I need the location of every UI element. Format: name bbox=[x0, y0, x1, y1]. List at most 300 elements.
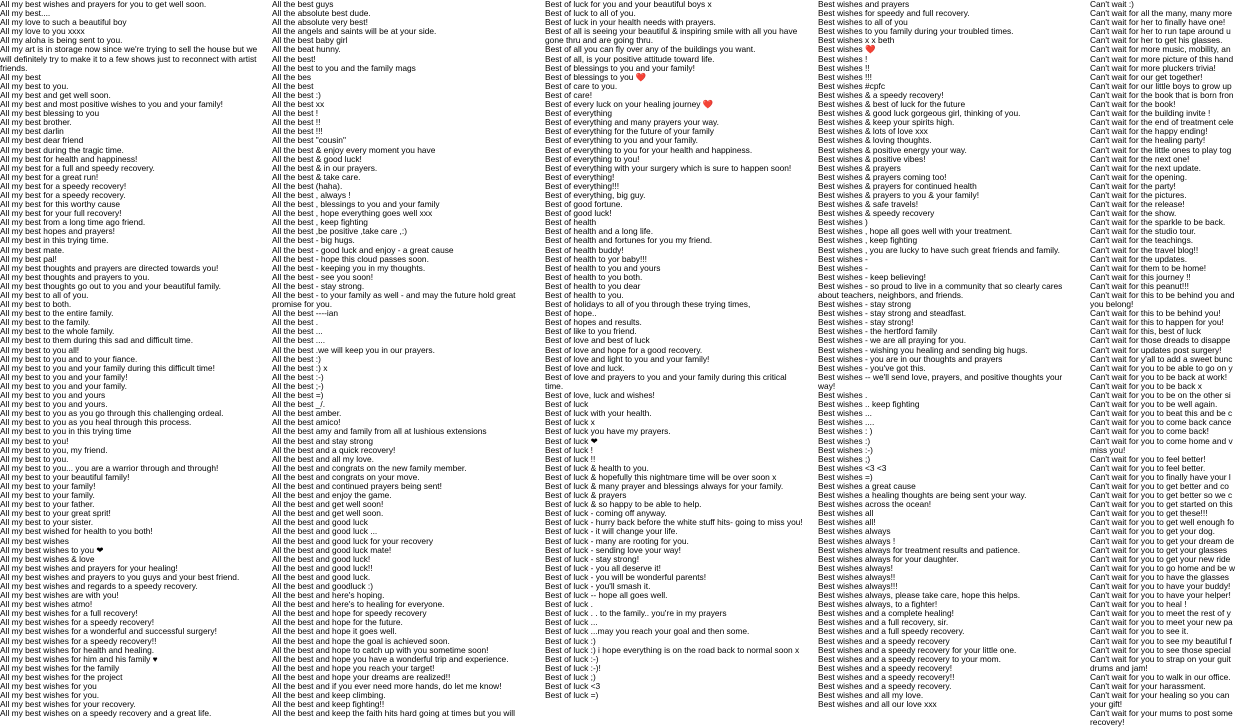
text-line: Best of luck with your health. bbox=[545, 408, 652, 419]
text-line: All the best , keep fighting bbox=[272, 217, 368, 228]
text-line: Best of health to you both. bbox=[545, 271, 643, 282]
text-line: Best of all is seeing your beautiful & inspiring smile with all you have gone thru and are going thru. bbox=[545, 26, 798, 46]
text-line: Best of luck for you and your beautiful boys x bbox=[545, 0, 712, 9]
text-line: Best of health to you and yours bbox=[545, 262, 661, 273]
text-line: Best of blessings to you and your family! bbox=[545, 62, 695, 73]
text-line: All the best and hope your dreams are realized!! bbox=[272, 671, 451, 682]
text-line: All the best and good luck mate! bbox=[272, 544, 392, 555]
text-line: Best wishes and a speedy recovery to your mom. bbox=[818, 653, 1001, 664]
text-column-4 bbox=[818, 0, 1080, 710]
text-line: All the best , blessings to you and your family bbox=[272, 199, 440, 210]
text-line: All my best to you all! bbox=[0, 344, 80, 355]
text-line: All the best and hope you have a wonderful trip and experience. bbox=[272, 653, 509, 664]
text-line: Can't wait for you to come back! bbox=[1090, 426, 1209, 437]
text-line: Best of luck bbox=[545, 399, 589, 410]
text-line: Best of holidays to all of you through these trying times, bbox=[545, 299, 751, 310]
text-line: Best wishes and all our love xxx bbox=[818, 699, 937, 710]
text-line: Can't wait for you to have your buddy! bbox=[1090, 581, 1231, 591]
text-line: Best wishes always for treatment results and patience. bbox=[818, 544, 1021, 555]
text-line: All the best - good luck and enjoy - a great cause bbox=[272, 244, 454, 255]
text-line: All my best during the tragic time. bbox=[0, 144, 124, 155]
text-line: Best wishes & a speedy recovery! bbox=[818, 89, 944, 100]
text-line: you belong! bbox=[1090, 299, 1134, 310]
text-line: All my best wishes for a speedy recovery! bbox=[0, 617, 155, 628]
text-line: All the best - to your family as well - and may the future hold great promise for you. bbox=[272, 290, 516, 310]
text-line: Best wishes and a speedy recovery!! bbox=[818, 671, 955, 682]
text-line: All my love to such a beautiful boy bbox=[0, 17, 127, 28]
text-line: All my best wishes are with you! bbox=[0, 590, 119, 601]
text-line: Can't wait for your healing so you can bbox=[1090, 690, 1230, 701]
text-line: Can't wait for you to see my beautiful f bbox=[1090, 635, 1232, 646]
text-line: Can't wait for you to go home and be w bbox=[1090, 562, 1235, 573]
text-line: Can't wait for the book that is born fron bbox=[1090, 89, 1234, 100]
text-line: Can't wait for you to see those special bbox=[1090, 644, 1231, 655]
text-column-5 bbox=[1090, 0, 1239, 728]
text-line: Can't wait for this to be behind you! bbox=[1090, 308, 1221, 319]
text-line: All the best ! bbox=[272, 108, 319, 119]
text-line: Can't wait for the opening. bbox=[1090, 171, 1188, 182]
text-line: Can't wait for the building invite ! bbox=[1090, 108, 1211, 119]
text-line: Can't wait for all the many, many more bbox=[1090, 8, 1233, 19]
text-line: Best wishes & best of luck for the future bbox=[818, 99, 966, 110]
text-line: All the best - big hugs. bbox=[272, 235, 355, 246]
text-line: Can't wait for you to feel better. bbox=[1090, 462, 1206, 473]
text-line: Can't wait for you to beat this and be c bbox=[1090, 408, 1233, 419]
text-line: Can't wait for the updates. bbox=[1090, 253, 1188, 264]
text-line: All my best wishes to you ❤ bbox=[0, 544, 104, 555]
text-line: All my best to you and your family. bbox=[0, 380, 127, 391]
text-line: Best of luck in your health needs with prayers. bbox=[545, 17, 716, 28]
text-line: Can't wait :) bbox=[1090, 0, 1134, 9]
text-line: Can't wait for more pluckers trivia! bbox=[1090, 62, 1216, 73]
text-line: Best wishes - the hertford family bbox=[818, 326, 938, 337]
text-line: All my best wishes for you bbox=[0, 681, 97, 692]
text-line: Can't wait for our get together! bbox=[1090, 71, 1203, 82]
text-line: Best of everything, big guy. bbox=[545, 189, 646, 200]
text-line: Can't wait for the party! bbox=[1090, 180, 1176, 191]
text-line: Can't wait for you to have the glasses bbox=[1090, 571, 1229, 582]
text-line: Best wishes & prayers bbox=[818, 162, 901, 173]
text-line: All the best !!! bbox=[272, 126, 323, 137]
text-line: Best wishes across the ocean! bbox=[818, 499, 932, 510]
text-line: Best of luck & health to you. bbox=[545, 462, 649, 473]
text-line: All my best blessing to you bbox=[0, 108, 100, 119]
text-line: All the best and congrats on your move. bbox=[272, 471, 420, 482]
text-line: Best wishes & positive energy your way. bbox=[818, 144, 967, 155]
text-line: All the best and get well soon. bbox=[272, 508, 384, 519]
text-line: Best wishes - bbox=[818, 262, 868, 273]
text-line: Best of all, is your positive attitude toward life. bbox=[545, 53, 715, 64]
text-line: Can't wait for you to meet the rest of y bbox=[1090, 608, 1231, 619]
text-line: Best of every luck on your healing journey ❤️ bbox=[545, 99, 714, 110]
text-line: Best of love and prayers to you and your family during this critical time. bbox=[545, 371, 787, 391]
text-line: All the best "cousin" bbox=[272, 135, 346, 146]
text-line: All the best !! bbox=[272, 117, 321, 128]
text-line: Can't wait for the studio tour. bbox=[1090, 226, 1196, 237]
text-line: All the best (haha). bbox=[272, 180, 343, 191]
text-line: Best of everything! bbox=[545, 171, 615, 182]
text-line: Best wishes & safe travels! bbox=[818, 199, 919, 210]
text-line: Can't wait for you to get your glasses bbox=[1090, 544, 1228, 555]
text-line: All the best - stay strong. bbox=[272, 280, 365, 291]
text-line: Best wishes and a speedy recovery! bbox=[818, 662, 953, 673]
text-line: All my best wishes & love bbox=[0, 553, 95, 564]
text-column-1 bbox=[0, 0, 258, 719]
text-line: Best of luck - you'll smash it. bbox=[545, 581, 651, 591]
text-line: All the best :) bbox=[272, 89, 321, 100]
text-line: All my best dear friend bbox=[0, 135, 84, 146]
text-line: recovery! bbox=[1090, 717, 1125, 728]
text-line: Best wishes - keep believing! bbox=[818, 271, 926, 282]
text-line: Best wishes & loving thoughts. bbox=[818, 135, 932, 146]
text-line: All the best .... bbox=[272, 335, 326, 346]
text-line: All my best wishes for the project bbox=[0, 671, 123, 682]
text-line: All my best to the family. bbox=[0, 317, 91, 328]
text-line: drums and jam! bbox=[1090, 662, 1148, 673]
text-line: All my best wishes for him and his family ♥ bbox=[0, 653, 158, 664]
text-line: All my best to your family. bbox=[0, 490, 95, 501]
text-line: All my best for a full and speedy recovery. bbox=[0, 162, 155, 173]
text-line: All my best to you... you are a warrior through and through! bbox=[0, 462, 219, 473]
text-line: All my best brother. bbox=[0, 117, 72, 128]
text-line: Can't wait for this peanut!!! bbox=[1090, 280, 1189, 291]
text-line: Best wishes ! bbox=[818, 53, 868, 64]
text-line: Can't wait for the pictures. bbox=[1090, 189, 1187, 200]
text-line: All the best and keep climbing. bbox=[272, 690, 386, 701]
text-line: Best of everything and many prayers your way. bbox=[545, 117, 719, 128]
text-line: Can't wait for more picture of this hand bbox=[1090, 53, 1234, 64]
text-line: All my best to you. bbox=[0, 453, 69, 464]
text-line: Best of luck =) bbox=[545, 690, 599, 701]
text-line: Best of care to you. bbox=[545, 80, 618, 91]
text-line: All the best - hope this cloud passes soon. bbox=[272, 253, 429, 264]
text-line: Best wishes to you family during your troubled times. bbox=[818, 26, 1014, 37]
text-line: All the best and keep fighting!! bbox=[272, 699, 385, 710]
text-column-2 bbox=[272, 0, 534, 719]
text-line: All my best for this worthy cause bbox=[0, 199, 121, 210]
text-line: Can't wait for you to get your new ride bbox=[1090, 553, 1231, 564]
text-line: All my best for health and happiness! bbox=[0, 153, 138, 164]
text-line: All my best wishes for you. bbox=[0, 690, 100, 701]
text-line: Best wishes ❤️ bbox=[818, 44, 876, 55]
text-line: All the best and get well soon! bbox=[272, 499, 384, 510]
text-line: All the best and hope the goal is achieved soon. bbox=[272, 635, 450, 646]
text-line: Best wishes always! bbox=[818, 562, 893, 573]
text-line: Best of luck - coming off anyway. bbox=[545, 508, 667, 519]
text-line: Best wishes x x beth bbox=[818, 35, 895, 46]
text-line: All my best wishes and regards to a speedy recovery. bbox=[0, 581, 198, 591]
text-line: Can't wait for you to feel better! bbox=[1090, 453, 1206, 464]
text-line: All my best to you. bbox=[0, 80, 69, 91]
text-line: Best wishes and a speedy recovery bbox=[818, 635, 950, 646]
text-line: All the best and enjoy the game. bbox=[272, 490, 392, 501]
text-line: miss you! bbox=[1090, 444, 1126, 455]
text-line: Best of love, luck and wishes! bbox=[545, 390, 655, 401]
text-line: Best wishes & prayers coming too! bbox=[818, 171, 947, 182]
text-line: Can't wait for the show. bbox=[1090, 208, 1177, 219]
text-line: All the bes bbox=[272, 71, 312, 82]
text-line: All the best & good luck! bbox=[272, 153, 362, 164]
text-line: Best of health to you. bbox=[545, 290, 624, 300]
text-line: Best of luck you have my prayers. bbox=[545, 426, 671, 437]
text-line: Can't wait for you to be back x bbox=[1090, 380, 1202, 391]
text-line: All the best =) bbox=[272, 390, 324, 401]
text-line: Best wishes always for your daughter. bbox=[818, 553, 959, 564]
text-line: Best of everything with your surgery which is sure to happen soon! bbox=[545, 162, 792, 173]
text-line: Best wishes #cpfc bbox=[818, 80, 886, 91]
text-line: Best wishes - stay strong! bbox=[818, 317, 914, 328]
text-line: Best of care! bbox=[545, 89, 593, 100]
text-line: All the best bbox=[272, 80, 314, 91]
text-line: Best of health to yor baby!!! bbox=[545, 253, 647, 264]
text-line: Best of luck :) bbox=[545, 635, 596, 646]
text-line: Best wishes always, please take care, hope this helps. bbox=[818, 590, 1021, 601]
text-line: All my best to both. bbox=[0, 299, 72, 310]
text-line: Best of luck to all of you. bbox=[545, 8, 636, 19]
text-line: Best wishes ;) bbox=[818, 453, 871, 464]
text-line: Can't wait for y'all to add a sweet bunc bbox=[1090, 353, 1233, 364]
text-line: Best of health and fortunes for you my friend. bbox=[545, 235, 713, 246]
text-line: All the best and hope to catch up with you sometime soon! bbox=[272, 644, 489, 655]
text-line: All the best and all my love. bbox=[272, 453, 374, 464]
text-line: Can't wait for you to get these!!! bbox=[1090, 508, 1208, 519]
text-line: Best wishes ) bbox=[818, 217, 868, 228]
text-line: Best of luck -- hope all goes well. bbox=[545, 590, 668, 601]
text-line: Best wishes to all of you bbox=[818, 17, 908, 28]
text-line: Can't wait for you to get better and co bbox=[1090, 480, 1229, 491]
text-line: Can't wait for her to get his glasses. bbox=[1090, 35, 1223, 46]
text-line: All the absolute best dude. bbox=[272, 8, 371, 19]
text-line: All the best & enjoy every moment you have bbox=[272, 144, 436, 155]
text-line: Can't wait for you to come back cance bbox=[1090, 417, 1232, 428]
text-line: All the best guys bbox=[272, 0, 334, 9]
text-line: Best of health buddy! bbox=[545, 244, 624, 255]
text-line: All the best & in our prayers. bbox=[272, 162, 378, 173]
text-line: All my best to you, my friend. bbox=[0, 444, 108, 455]
text-line: Best of good fortune. bbox=[545, 199, 623, 210]
text-line: Can't wait for those dreads to disappe bbox=[1090, 335, 1231, 346]
text-line: Best wishes !! bbox=[818, 62, 870, 73]
text-line: All my best to all of you. bbox=[0, 290, 89, 300]
text-line: All my best to you in this trying time bbox=[0, 426, 132, 437]
text-line: All the best to you and the family mags bbox=[272, 62, 416, 73]
text-line: All my best wishes for a speedy recovery!! bbox=[0, 635, 157, 646]
text-line: Best wishes and a full recovery, sir. bbox=[818, 617, 949, 628]
text-line: All the best :-) bbox=[272, 371, 324, 382]
text-line: Can't wait for you to get better so we c bbox=[1090, 490, 1233, 501]
text-line: Best wishes - stay strong bbox=[818, 299, 912, 310]
text-line: All the best and good luck for your recovery bbox=[272, 535, 434, 546]
text-line: Best of luck ❤ bbox=[545, 435, 598, 446]
text-line: All the best ----ian bbox=[272, 308, 339, 319]
text-line: Best of health and a long life. bbox=[545, 226, 654, 237]
text-line: Can't wait for this to be behind you and bbox=[1090, 290, 1235, 300]
text-line: Best of luck ... bbox=[545, 617, 598, 628]
text-line: Best wishes and a speedy recovery. bbox=[818, 681, 952, 692]
text-line: Best of love and light to you and your family! bbox=[545, 353, 710, 364]
text-line: All my best for a great run! bbox=[0, 171, 99, 182]
text-line: Best wishes - you've got this. bbox=[818, 362, 926, 373]
text-line: Can't wait for you to be well again. bbox=[1090, 399, 1218, 410]
text-line: All the best ... bbox=[272, 326, 323, 337]
text-line: Best wishes always, to a fighter! bbox=[818, 599, 938, 610]
text-line: All the best and good luck! bbox=[272, 553, 371, 564]
text-line: Best wishes always!! bbox=[818, 571, 896, 582]
text-line: All my best bbox=[0, 71, 41, 82]
text-line: Best of luck - stay strong! bbox=[545, 553, 640, 564]
text-line: All the best ,be positive ,take care ,:) bbox=[272, 226, 407, 237]
text-line: Best of health to you dear bbox=[545, 280, 641, 291]
text-line: Best wishes and all my love. bbox=[818, 690, 924, 701]
text-line: Best wishes & prayers for continued health bbox=[818, 180, 977, 191]
text-line: All the best and good luck bbox=[272, 517, 368, 528]
text-line: All the best and good luck. bbox=[272, 571, 371, 582]
text-line: Best wishes & positive vibes! bbox=[818, 153, 926, 164]
text-line: Can't wait for your mums to post some bbox=[1090, 708, 1233, 719]
text-line: Best wishes all! bbox=[818, 517, 876, 528]
text-line: Can't wait for you to walk in our office. bbox=[1090, 671, 1231, 682]
text-line: All the best - keeping you in my thoughts. bbox=[272, 262, 426, 273]
text-line: Can't wait for you to finally have your l bbox=[1090, 471, 1231, 482]
text-line: Best wishes , keep fighting bbox=[818, 235, 918, 246]
text-line: All my best to you as you heal through this process. bbox=[0, 417, 192, 428]
text-line: All the best xx bbox=[272, 99, 325, 110]
text-line: Best wishes . bbox=[818, 390, 868, 401]
text-line: Best of luck - many are rooting for you. bbox=[545, 535, 689, 546]
text-line: Best wishes :) bbox=[818, 435, 871, 446]
text-line: All my best wishes bbox=[0, 535, 69, 546]
text-line: Can't wait for you to get well enough fo bbox=[1090, 517, 1235, 528]
text-line: Best wishes - so proud to live in a community that so clearly cares about teachers, neighbors, and friends. bbox=[818, 280, 1063, 300]
text-line: Can't wait for you to come home and v bbox=[1090, 435, 1233, 446]
text-line: Best of all you can fly over any of the buildings you want. bbox=[545, 44, 756, 55]
text-line: Can't wait for the book! bbox=[1090, 99, 1176, 110]
text-line: Best of blessings to you ❤️ bbox=[545, 71, 647, 82]
text-line: Can't wait for you to strap on your guit bbox=[1090, 653, 1231, 664]
text-line: All the angels and saints will be at your side. bbox=[272, 26, 437, 37]
text-line: Can't wait for you to be able to go on y bbox=[1090, 362, 1233, 373]
text-line: All my best wishes for your recovery. bbox=[0, 699, 136, 710]
text-line: Best of everything to you for your health and happiness. bbox=[545, 144, 753, 155]
text-line: All my best to you as you go through this challenging ordeal. bbox=[0, 408, 224, 419]
text-line: All my aloha is being sent to you. bbox=[0, 35, 123, 46]
text-line: All my best wishes for health and healing. bbox=[0, 644, 155, 655]
text-line: All the best ;-) bbox=[272, 380, 324, 391]
text-line: Can't wait for you to heal ! bbox=[1090, 599, 1187, 610]
text-line: All the best and here's hoping. bbox=[272, 590, 385, 601]
text-line: Best of love and hope for a good recovery. bbox=[545, 344, 703, 355]
text-line: Best of everything to you! bbox=[545, 153, 640, 164]
text-line: Best of luck & prayers bbox=[545, 490, 627, 501]
text-line: All my best pal! bbox=[0, 253, 57, 264]
text-line: Best wishes and a complete healing! bbox=[818, 608, 954, 619]
text-line: All my best to the entire family. bbox=[0, 308, 114, 319]
text-line: Can't wait for the teachings. bbox=[1090, 235, 1194, 246]
text-line: Can't wait for you to see it. bbox=[1090, 626, 1189, 637]
text-line: Best wishes ... bbox=[818, 408, 872, 419]
text-line: Best of luck <3 bbox=[545, 681, 601, 692]
text-line: Best of love and best of luck bbox=[545, 335, 650, 346]
text-line: All the best and a quick recovery! bbox=[272, 444, 396, 455]
text-line: Best wishes - you are in our thoughts and prayers bbox=[818, 353, 1003, 364]
text-line: All the best and congrats on the new family member. bbox=[272, 462, 467, 473]
text-line: Best wishes a healing thoughts are being sent your way. bbox=[818, 490, 1027, 501]
text-line: Best of luck ...may you reach your goal and then some. bbox=[545, 626, 750, 637]
text-line: All the best and good luck ... bbox=[272, 526, 378, 537]
text-line: Can't wait for this to happen for you! bbox=[1090, 317, 1224, 328]
text-line: Best wishes <3 <3 bbox=[818, 462, 887, 473]
text-line: All the best and hope for the future. bbox=[272, 617, 403, 628]
text-line: Can't wait for them to be home! bbox=[1090, 262, 1207, 273]
text-line: Can't wait for you to be on the other si bbox=[1090, 390, 1231, 401]
text-line: Best wishes :-) bbox=[818, 444, 873, 455]
text-line: All my best for a speedy recovery. bbox=[0, 189, 126, 200]
text-line: All the best & take care. bbox=[272, 171, 361, 182]
text-line: All my best wishes and prayers for your healing! bbox=[0, 562, 178, 573]
text-line: All the best amy and family from all at lushious extensions bbox=[272, 426, 487, 437]
text-line: Best of like to you friend. bbox=[545, 326, 637, 337]
text-line: All my best from a long time ago friend. bbox=[0, 217, 146, 228]
text-line: All the best :) bbox=[272, 353, 321, 364]
text-line: All the best _/. bbox=[272, 399, 326, 410]
text-line: Best of luck . . to the family.. you're in my prayers bbox=[545, 608, 727, 619]
text-line: Best of luck :) i hope everything is on the road back to normal soon x bbox=[545, 644, 800, 655]
text-line: Best of luck :-)! bbox=[545, 662, 601, 673]
text-line: All my best to you and yours. bbox=[0, 399, 108, 410]
text-line: All the best baby girl bbox=[272, 35, 348, 46]
text-line: Can't wait for more music, mobility, an bbox=[1090, 44, 1231, 55]
text-line: Best of luck x bbox=[545, 417, 595, 428]
text-line: Best wishes & prayers to you & your family! bbox=[818, 189, 980, 200]
text-line: Best wishes !!! bbox=[818, 71, 872, 82]
text-line: Best of luck ! bbox=[545, 444, 593, 455]
text-line: All the best and here's to healing for everyone. bbox=[272, 599, 445, 610]
text-line: All my best to your beautiful family! bbox=[0, 471, 130, 482]
text-line: All my best to you and your family during this difficult time! bbox=[0, 362, 215, 373]
text-line: All my best wishes for a wonderful and successful surgery! bbox=[0, 626, 217, 637]
text-column-3 bbox=[545, 0, 807, 710]
text-line: Can't wait for the travel blog!! bbox=[1090, 244, 1199, 255]
text-line: Best wishes - bbox=[818, 253, 868, 264]
text-line: Can't wait for you to get your dream de bbox=[1090, 535, 1235, 546]
text-line: All my best wishes atmo! bbox=[0, 599, 93, 610]
text-line: Best of luck & many prayer and blessings always for your family. bbox=[545, 480, 784, 491]
text-line: All my best in this trying time. bbox=[0, 235, 109, 246]
text-line: Best wishes & keep your spirits high. bbox=[818, 117, 955, 128]
text-line: All the absolute very best! bbox=[272, 17, 368, 28]
text-line: Best wishes always!!! bbox=[818, 581, 898, 591]
text-line: Best of hope.. bbox=[545, 308, 597, 319]
text-line: All my best.... bbox=[0, 8, 51, 19]
text-line: Best of health bbox=[545, 217, 597, 228]
text-line: Best of love and luck. bbox=[545, 362, 625, 373]
text-line: All the best .we will keep you in our prayers. bbox=[272, 344, 435, 355]
text-line: All my best mate. bbox=[0, 244, 65, 255]
text-line: Best wishes always ! bbox=[818, 535, 896, 546]
text-line: All my best darlin bbox=[0, 126, 64, 137]
text-line: Best wishes - we are all praying for you. bbox=[818, 335, 967, 346]
text-line: Can't wait for you to get your dog. bbox=[1090, 526, 1215, 537]
text-line: Can't wait for the healing party! bbox=[1090, 135, 1206, 146]
text-line: Best of everything for the future of your family bbox=[545, 126, 714, 137]
text-line: All my best to your father. bbox=[0, 499, 95, 510]
text-line: Best wishes .. keep fighting bbox=[818, 399, 920, 410]
text-line: All the best and if you ever need more hands, do let me know! bbox=[272, 681, 502, 692]
text-line: All my best thoughts and prayers are directed towards you! bbox=[0, 262, 219, 273]
text-line: Can't wait for the release! bbox=[1090, 199, 1185, 210]
text-line: Best of good luck! bbox=[545, 208, 612, 219]
text-line: Best wishes , you are lucky to have such great friends and family. bbox=[818, 244, 1060, 255]
